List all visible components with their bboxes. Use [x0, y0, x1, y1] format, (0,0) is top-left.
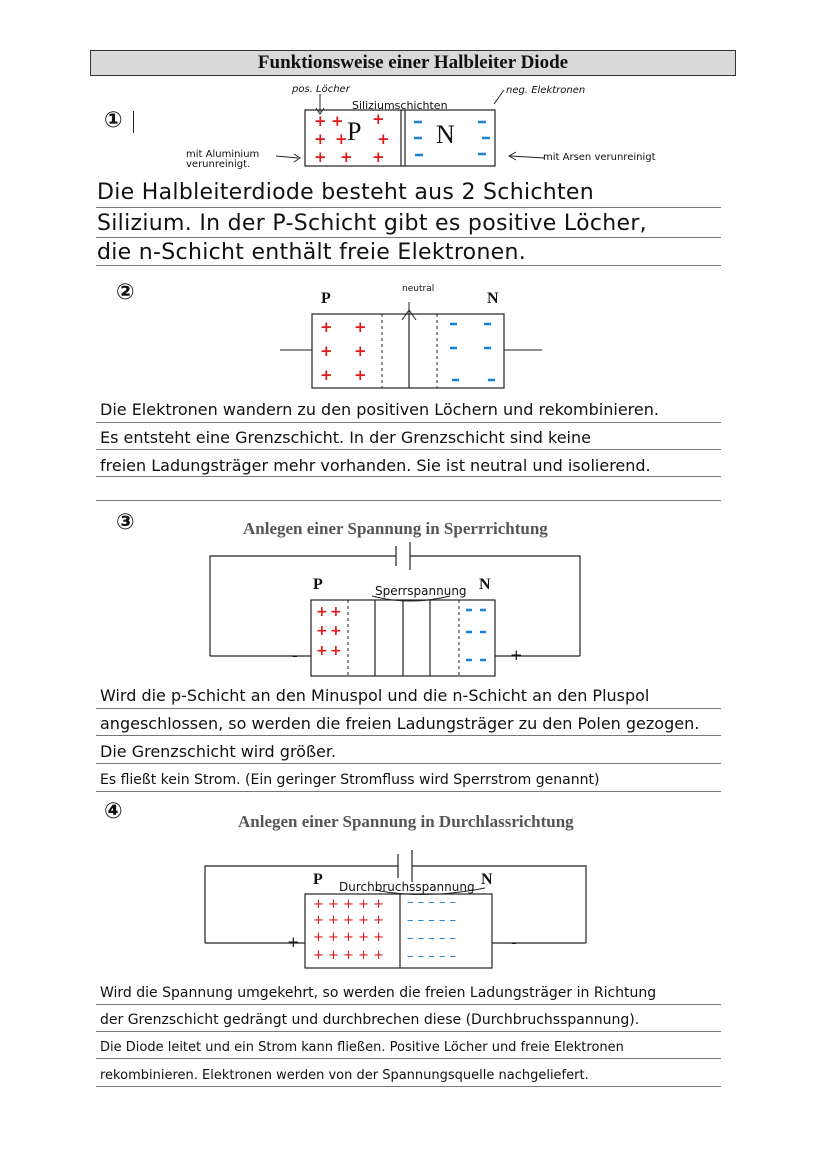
p-layer-label-4: P	[313, 871, 323, 888]
svg-text:+: +	[372, 148, 385, 166]
svg-text:+: +	[316, 643, 328, 659]
section-1-text-line-2: Silizium. In der P-Schicht gibt es positive Löcher,	[97, 211, 647, 236]
svg-text:+: +	[354, 318, 367, 336]
minus-terminal: -	[511, 933, 517, 952]
p-layer-label-3: P	[313, 576, 323, 593]
svg-text:+: +	[354, 342, 367, 360]
line-rule	[96, 1031, 721, 1032]
svg-text:+ + + + +: + + + + +	[313, 897, 384, 912]
line-rule	[96, 265, 721, 266]
line-rule	[96, 1004, 721, 1005]
svg-text:+ + + + +: + + + + +	[313, 930, 384, 945]
line-rule	[96, 207, 721, 208]
holes-label: pos. Löcher	[292, 84, 350, 95]
svg-text:+: +	[320, 342, 333, 360]
line-rule	[96, 791, 721, 792]
line-rule	[96, 237, 721, 238]
svg-text:+: +	[320, 318, 333, 336]
section-3-text-line-2: angeschlossen, so werden die freien Ladungsträger zu den Polen gezogen.	[100, 714, 700, 733]
svg-text:+: +	[330, 643, 342, 659]
diode-diagram-2	[280, 296, 550, 396]
svg-text:+: +	[314, 130, 327, 148]
svg-text:+: +	[331, 112, 344, 130]
svg-text:+: +	[314, 148, 327, 166]
line-rule	[96, 735, 721, 736]
neutral-label: neutral	[402, 284, 435, 294]
aluminium-label: mit Aluminium verunreinigt.	[186, 149, 260, 170]
svg-text:– – – – –: – – – – –	[407, 949, 457, 964]
n-layer-label-2: N	[487, 290, 499, 307]
section-2-text-line-2: Es entsteht eine Grenzschicht. In der Grenzschicht sind keine	[100, 428, 591, 447]
section-3-text-line-3: Die Grenzschicht wird größer.	[100, 742, 337, 761]
diode-diagram-1	[260, 86, 560, 176]
section-4-text-line-4: rekombinieren. Elektronen werden von der Spannungsquelle nachgeliefert.	[100, 1068, 589, 1083]
plus-terminal: +	[510, 646, 523, 664]
svg-text:+: +	[316, 623, 328, 639]
arsenic-label: mit Arsen verunreinigt	[543, 152, 656, 163]
svg-text:– – – – –: – – – – –	[407, 895, 457, 910]
svg-text:+ + + + +: + + + + +	[313, 913, 384, 928]
section-1-text-line-3: die n-Schicht enthält freie Elektronen.	[97, 240, 527, 265]
svg-text:+: +	[314, 112, 327, 130]
line-rule	[96, 449, 721, 450]
line-rule	[96, 1086, 721, 1087]
p-layer-label-1: P	[347, 117, 362, 146]
n-layer-label-1: N	[436, 120, 455, 149]
section-3-text-line-1: Wird die p-Schicht an den Minuspol und die n-Schicht an den Pluspol	[100, 686, 650, 705]
svg-text:+: +	[320, 366, 333, 384]
page-title: Funktionsweise einer Halbleiter Diode	[90, 50, 736, 76]
line-rule	[96, 708, 721, 709]
line-rule	[96, 476, 721, 477]
section-2-text-line-3: freien Ladungsträger mehr vorhanden. Sie ist neutral und isolierend.	[100, 456, 651, 475]
line-rule	[96, 763, 721, 764]
svg-text:+: +	[330, 604, 342, 620]
section-4-text-line-1: Wird die Spannung umgekehrt, so werden die freien Ladungsträger in Richtung	[100, 985, 657, 1001]
plus-terminal: +	[287, 933, 300, 951]
breakdown-voltage-label: Durchbruchsspannung	[339, 880, 475, 894]
svg-text:– – – – –: – – – – –	[407, 931, 457, 946]
circuit-diagram-4	[195, 838, 595, 974]
reverse-voltage-label: Sperrspannung	[375, 584, 467, 598]
n-layer-label-4: N	[481, 871, 493, 888]
svg-text:+: +	[335, 130, 348, 148]
section-1-number: ①	[104, 108, 123, 133]
svg-text:+: +	[340, 148, 353, 166]
svg-text:+: +	[330, 623, 342, 639]
line-rule	[96, 422, 721, 423]
svg-text:+ + + + +: + + + + +	[313, 948, 384, 963]
section-4-text-line-3: Die Diode leitet und ein Strom kann fließen. Positive Löcher und freie Elektronen	[100, 1040, 624, 1055]
section-3-title: Anlegen einer Spannung in Sperrrichtung	[243, 519, 548, 538]
svg-text:+: +	[354, 366, 367, 384]
section-2-number: ②	[116, 280, 135, 305]
layers-label: Siliziumschichten	[352, 99, 448, 112]
section-3-text-line-4: Es fließt kein Strom. (Ein geringer Stromfluss wird Sperrstrom genannt)	[100, 772, 600, 788]
text-cursor	[133, 111, 134, 133]
svg-text:– – – – –: – – – – –	[407, 913, 457, 928]
p-layer-label-2: P	[321, 290, 331, 307]
svg-text:+: +	[372, 110, 385, 128]
section-4-title: Anlegen einer Spannung in Durchlassrichtung	[238, 812, 574, 831]
svg-text:+: +	[316, 604, 328, 620]
section-2-text-line-1: Die Elektronen wandern zu den positiven Löchern und rekombinieren.	[100, 400, 659, 419]
circuit-diagram-3	[200, 540, 590, 680]
svg-text:+: +	[377, 130, 390, 148]
minus-terminal: -	[292, 646, 298, 665]
n-layer-label-3: N	[479, 576, 491, 593]
section-3-number: ③	[116, 510, 135, 535]
line-rule	[96, 1058, 721, 1059]
section-4-text-line-2: der Grenzschicht gedrängt und durchbrechen diese (Durchbruchsspannung).	[100, 1012, 640, 1028]
line-rule	[96, 500, 721, 501]
section-4-number: ④	[104, 799, 123, 824]
section-1-text-line-1: Die Halbleiterdiode besteht aus 2 Schichten	[97, 180, 595, 205]
electrons-label: neg. Elektronen	[506, 85, 586, 96]
